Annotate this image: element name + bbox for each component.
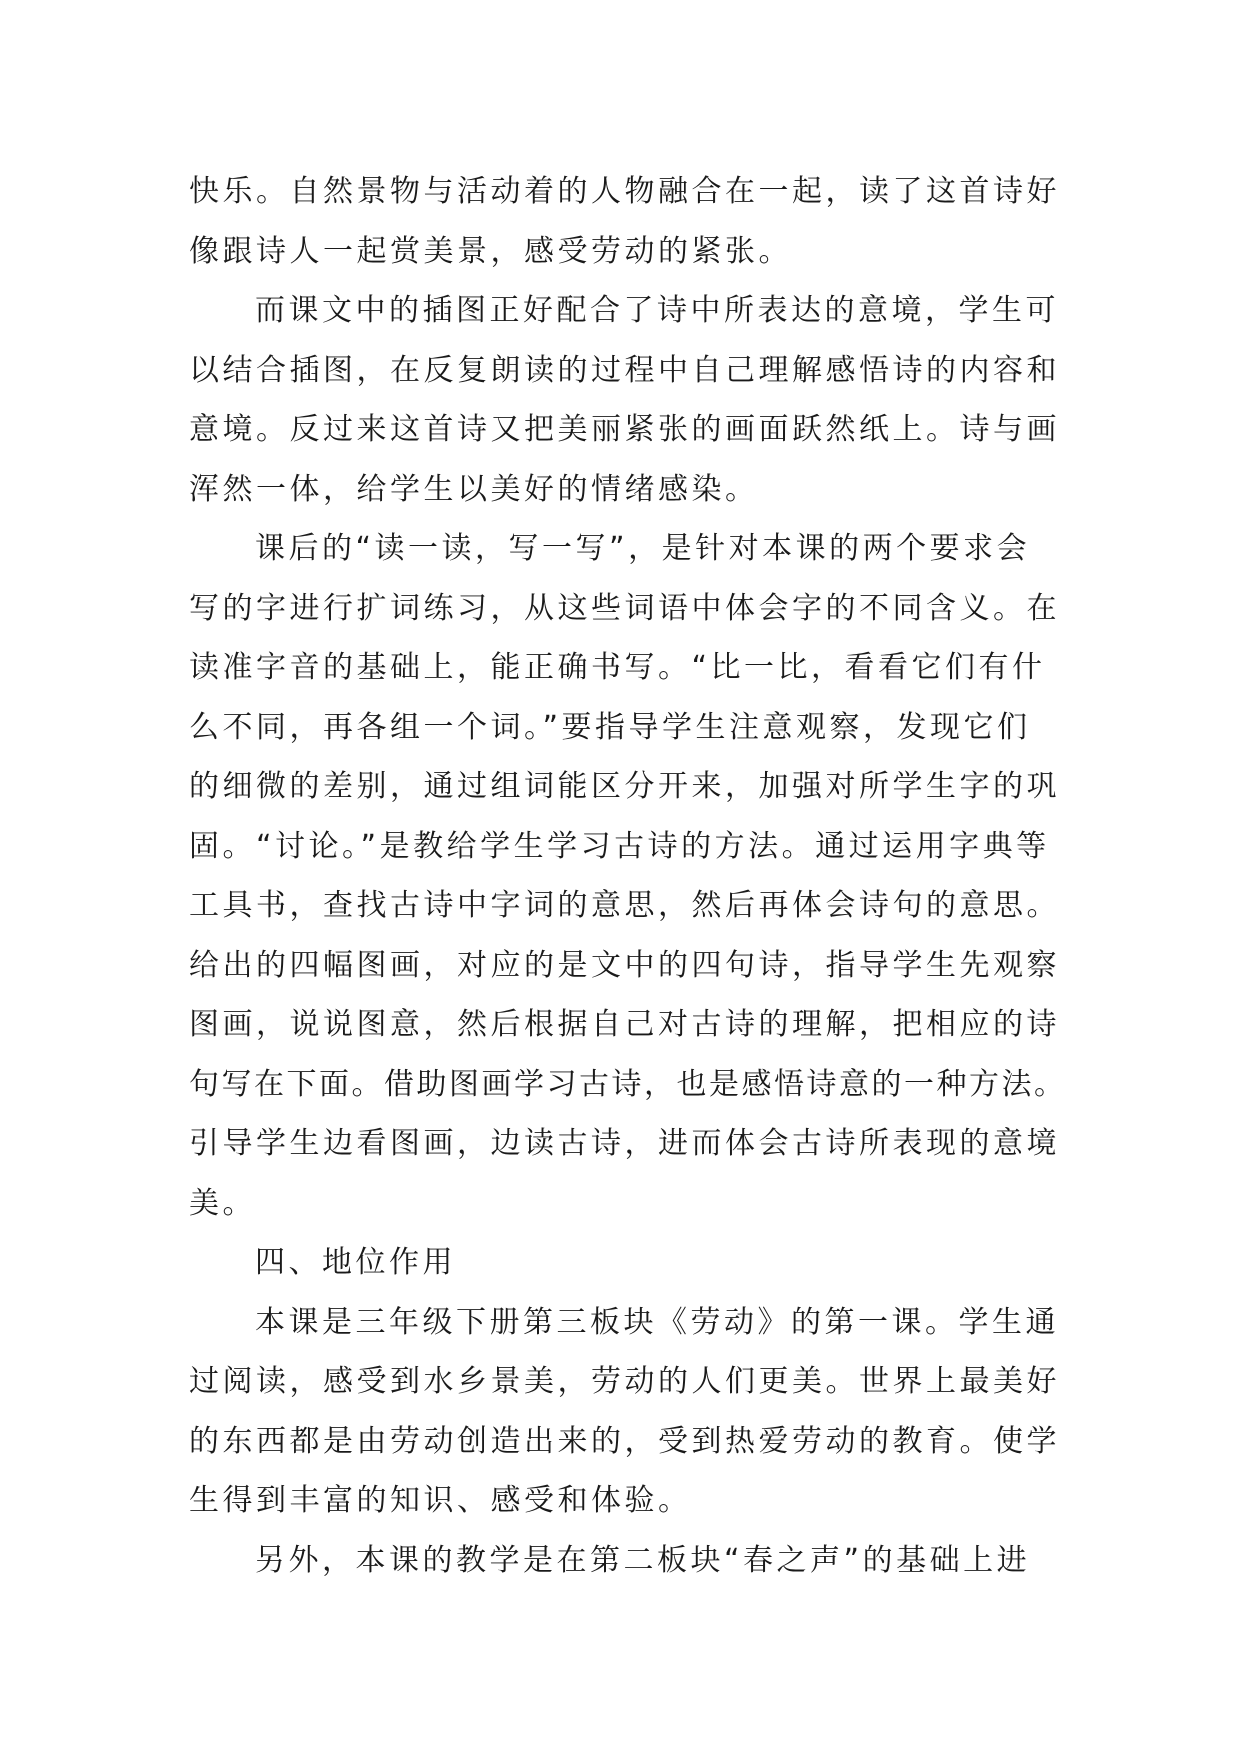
text-line: 过阅读，感受到水乡景美，劳动的人们更美。世界上最美好 (189, 1364, 1060, 1399)
text-line: 浑然一体，给学生以美好的情绪感染。 (189, 471, 759, 507)
text-line: 像跟诗人一起赏美景，感受劳动的紧张。 (189, 233, 792, 269)
text-line: 句写在下面。借助图画学习古诗，也是感悟诗意的一种方法。 (189, 1066, 1067, 1102)
paragraph-start-line: 而课文中的插图正好配合了诗中所表达的意境，学生可 (255, 293, 1059, 328)
text-line: 么不同，再各组一个词。”要指导学生注意观察，发现它们 (189, 709, 1031, 745)
document-body (189, 162, 1069, 1590)
text-line: 的细微的差别，通过组词能区分开来，加强对所学生字的巩 (189, 769, 1060, 804)
text-line: 工具书，查找古诗中字词的意思，然后再体会诗句的意思。 (189, 888, 1060, 923)
section-heading: 四、地位作用 (255, 1245, 456, 1280)
text-line: 意境。反过来这首诗又把美丽紧张的画面跃然纸上。诗与画 (189, 412, 1060, 447)
text-line: 固。“讨论。”是教给学生学习古诗的方法。通过运用字典等 (189, 828, 1050, 864)
text-line: 美。 (189, 1185, 256, 1221)
paragraph-start-line: 另外，本课的教学是在第二板块“春之声”的基础上进 (255, 1542, 1031, 1578)
text-line: 读准字音的基础上，能正确书写。“比一比，看看它们有什 (189, 650, 1046, 685)
text-line: 写的字进行扩词练习，从这些词语中体会字的不同含义。在 (189, 590, 1060, 626)
paragraph-start-line: 本课是三年级下册第三板块《劳动》的第一课。学生通 (255, 1304, 1059, 1340)
text-line: 图画，说说图意，然后根据自己对古诗的理解，把相应的诗 (189, 1007, 1060, 1042)
text-line: 的东西都是由劳动创造出来的，受到热爱劳动的教育。使学 (189, 1423, 1060, 1459)
paragraph-start-line: 课后的“读一读，写一写”，是针对本课的两个要求会 (255, 531, 1031, 566)
text-line: 生得到丰富的知识、感受和体验。 (189, 1483, 692, 1518)
text-line: 快乐。自然景物与活动着的人物融合在一起，读了这首诗好 (189, 174, 1060, 209)
text-line: 引导学生边看图画，边读古诗，进而体会古诗所表现的意境 (189, 1126, 1060, 1161)
text-line: 以结合插图，在反复朗读的过程中自己理解感悟诗的内容和 (189, 352, 1060, 388)
text-line: 给出的四幅图画，对应的是文中的四句诗，指导学生先观察 (189, 947, 1060, 983)
